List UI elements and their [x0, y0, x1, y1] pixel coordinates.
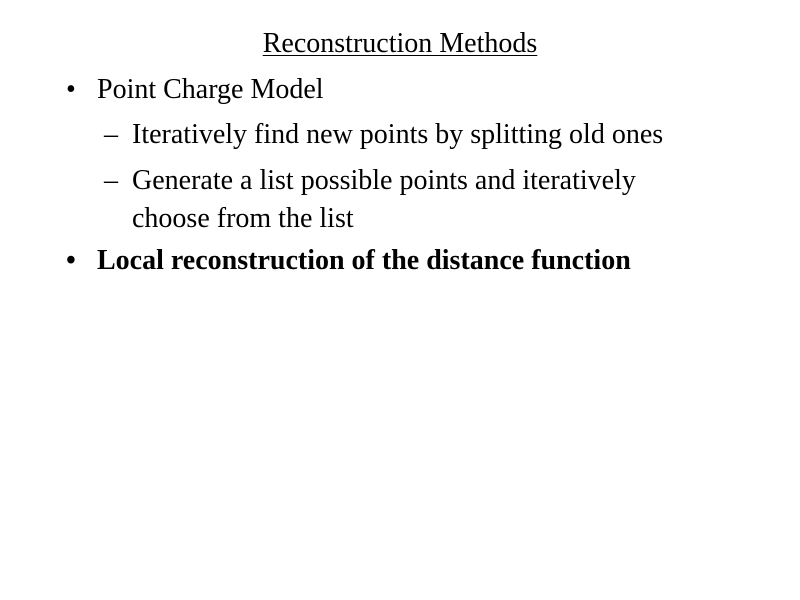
sub-bullet-text: Generate a list possible points and iteratively choose from the list: [132, 165, 636, 234]
sub-bullet-marker: –: [104, 165, 118, 196]
sub-bullet-marker: –: [104, 119, 118, 150]
sub-bullet-text: Iteratively find new points by splitting old ones: [132, 119, 664, 150]
bullet-text: Local reconstruction of the distance function: [97, 245, 631, 276]
slide-title: Reconstruction Methods: [262, 28, 538, 59]
bullet-text: Point Charge Model: [97, 74, 324, 105]
bullet-marker: •: [66, 245, 76, 276]
bullet-marker: •: [66, 74, 76, 105]
